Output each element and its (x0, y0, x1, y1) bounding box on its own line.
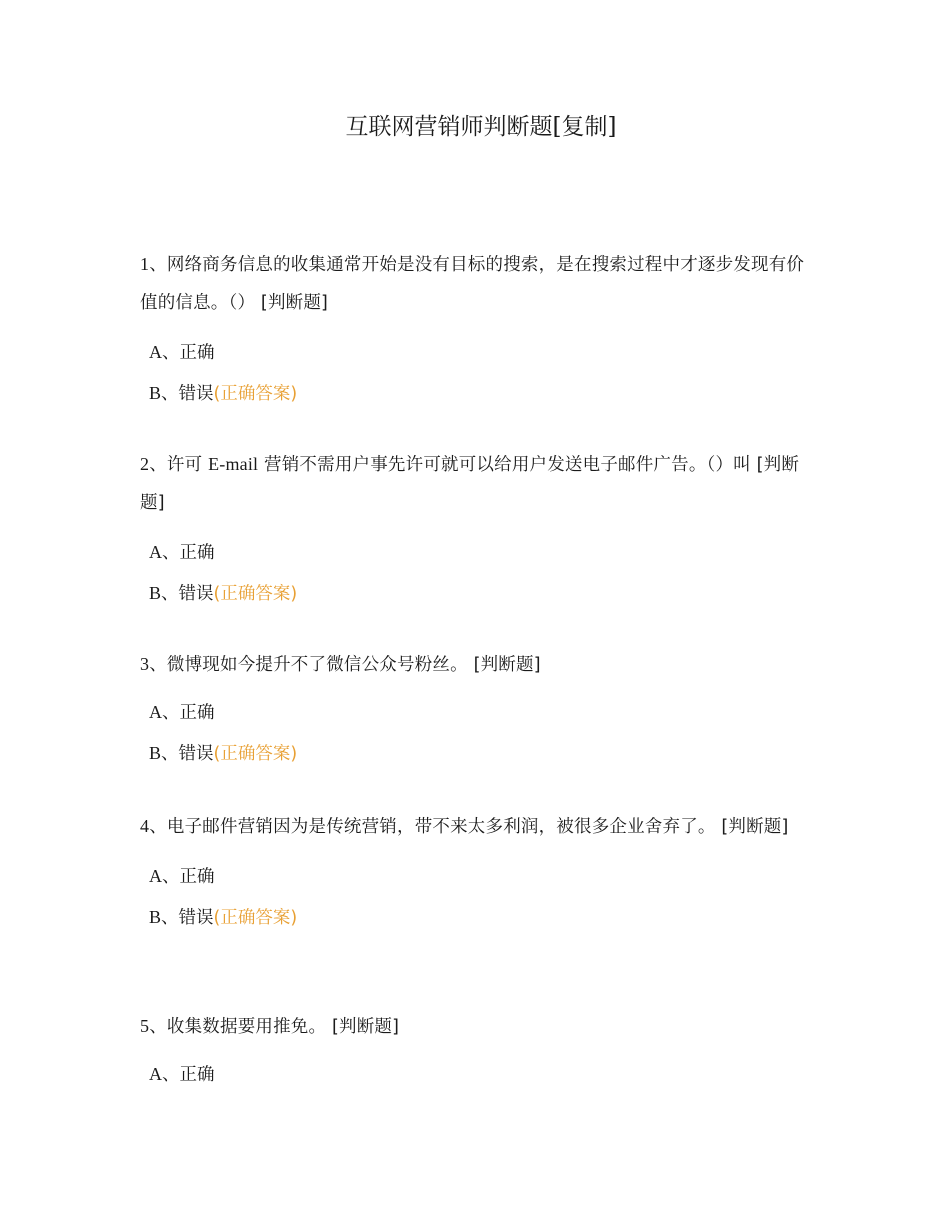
option-label: 错误 (178, 744, 214, 764)
question-body-prefix: 许可 (166, 455, 209, 475)
option-label: 正确 (179, 543, 215, 563)
option-letter: B (149, 383, 162, 403)
question-number: 3 (140, 654, 150, 674)
question-number: 4 (140, 816, 150, 836)
question-body: 微博现如今提升不了微信公众号粉丝。 (166, 655, 468, 675)
question-type-badge: [判断题] (260, 293, 329, 313)
question-text (140, 445, 810, 522)
option-a[interactable] (149, 1054, 810, 1095)
question-4 (140, 807, 810, 938)
correct-answer-tag: (正确答案) (213, 908, 298, 928)
option-label: 正确 (179, 1065, 215, 1085)
question-text (140, 1007, 810, 1046)
question-text (140, 645, 810, 684)
option-a[interactable] (149, 332, 810, 373)
option-sep: 、 (161, 744, 179, 764)
option-letter: A (149, 1064, 162, 1084)
option-b[interactable] (149, 733, 810, 774)
option-sep: 、 (162, 703, 180, 723)
question-number: 2 (140, 454, 150, 474)
question-number: 5 (140, 1016, 150, 1036)
option-letter: A (149, 702, 162, 722)
question-number-sep: 、 (149, 255, 167, 275)
option-letter: A (149, 866, 162, 886)
correct-answer-tag: (正确答案) (213, 384, 298, 404)
option-label: 正确 (179, 867, 215, 887)
question-number-sep: 、 (149, 1017, 167, 1037)
option-sep: 、 (161, 584, 179, 604)
option-sep: 、 (162, 1065, 180, 1085)
option-sep: 、 (161, 384, 179, 404)
question-5 (140, 1007, 810, 1095)
question-body: 电子邮件营销因为是传统营销，带不来太多利润，被很多企业舍弃了。 (166, 817, 716, 837)
question-type-badge: [判断题] (473, 655, 541, 675)
page-title: 互联网营销师判断题[复制] (345, 114, 617, 140)
option-letter: A (149, 542, 162, 562)
option-label: 错误 (178, 584, 214, 604)
option-label: 正确 (179, 343, 215, 363)
question-number: 1 (140, 254, 150, 274)
question-latin-term: E-mail (208, 454, 259, 474)
option-letter: B (149, 907, 162, 927)
option-letter: B (149, 583, 162, 603)
option-sep: 、 (162, 343, 180, 363)
question-number-sep: 、 (149, 655, 167, 675)
question-number-sep: 、 (149, 455, 167, 475)
question-type-badge: [判断题] (140, 455, 800, 513)
option-label: 错误 (178, 908, 214, 928)
option-a[interactable] (149, 856, 810, 897)
question-number-sep: 、 (149, 817, 167, 837)
option-b[interactable] (149, 373, 810, 414)
question-text (140, 245, 810, 322)
question-type-badge: [判断题] (331, 1017, 400, 1037)
option-a[interactable] (149, 692, 810, 733)
option-b[interactable] (149, 897, 810, 938)
correct-answer-tag: (正确答案) (213, 584, 298, 604)
question-body: 收集数据要用推免。 (166, 1017, 327, 1037)
question-2 (140, 445, 810, 614)
option-sep: 、 (162, 543, 180, 563)
option-label: 正确 (179, 703, 215, 723)
option-letter: B (149, 743, 162, 763)
question-type-badge: [判断题] (721, 817, 789, 837)
option-a[interactable] (149, 532, 810, 573)
option-sep: 、 (162, 867, 180, 887)
option-letter: A (149, 342, 162, 362)
question-text (140, 807, 810, 846)
correct-answer-tag: (正确答案) (213, 744, 298, 764)
question-1 (140, 245, 810, 414)
option-b[interactable] (149, 573, 810, 614)
question-body: 营销不需用户事先许可就可以给用户发送电子邮件广告。（）叫 (258, 455, 751, 475)
option-sep: 、 (161, 908, 179, 928)
question-3 (140, 645, 810, 774)
question-body: 网络商务信息的收集通常开始是没有目标的搜索，是在搜索过程中才逐步发现有价值的信息。（） (140, 255, 805, 313)
option-label: 错误 (178, 384, 214, 404)
